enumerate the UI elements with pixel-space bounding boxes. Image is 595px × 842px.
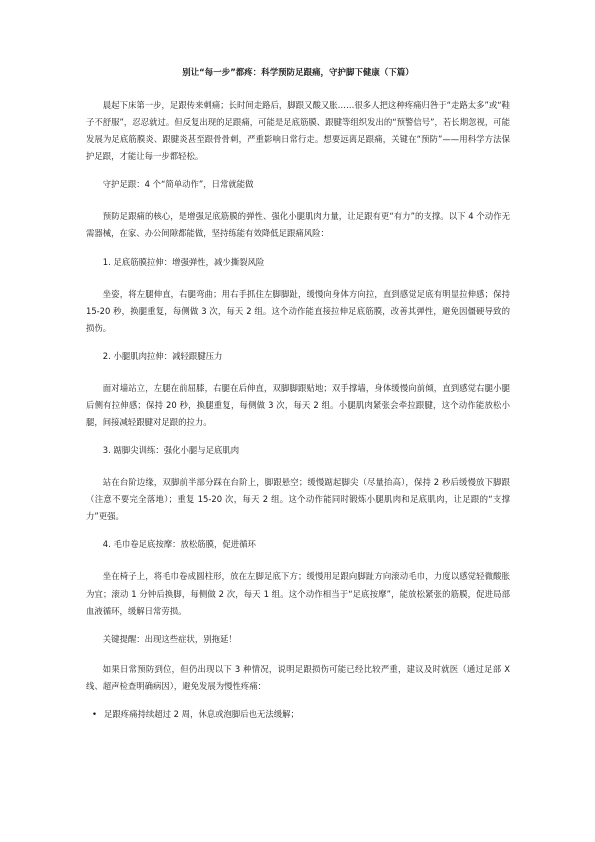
exercise-body-2: 面对墙站立，左腿在前屈膝，右腿在后伸直，双脚脚跟贴地；双手撑墙，身体缓慢向前倾，直到感觉右腿小腿后侧有拉伸感；保持 20 秒，换腿重复，每侧做 3 次，每天 2 组。小腿肌肉紧张会牵拉跟腱，这个动作能放松小腿，间接减轻跟腱对足跟的拉力。 [86,382,510,428]
exercise-heading-1: 1. 足底筋膜拉伸：增强弹性，减少撕裂风险 [102,256,265,267]
exercise-heading-2: 2. 小腿肌肉拉伸：减轻跟腱压力 [102,350,223,361]
list-item-text: 足跟疼痛持续超过 2 周，休息或泡脚后也无法缓解； [104,708,299,719]
exercise-body-4: 坐在椅子上，将毛巾卷成圆柱形，放在左脚足底下方；缓慢用足跟向脚趾方向滚动毛巾，力度以感觉轻微酸胀为宜；滚动 1 分钟后换脚，每侧做 2 次，每天 1 组。这个动作相当于“足底按摩”，能放松紧张的筋膜，促进局部血液循环，缓解日常劳损。 [86,571,510,616]
section-intro-paragraph: 预防足跟痛的核心，是增强足底筋膜的弹性、强化小腿肌肉力量，让足跟有更“有力”的支撑。以下 4 个动作无需器械，在家、办公间隙都能做，坚持练能有效降低足跟痛风险： [86,211,510,239]
reminder-heading: 关键提醒：出现这些症状，别拖延！ [102,633,237,644]
document-page [86,66,510,720]
exercise-body-3: 站在台阶边缘，双脚前半部分踩在台阶上，脚跟悬空；缓慢踮起脚尖（尽量抬高），保持 2 秒后缓慢放下脚跟（注意不要完全落地）；重复 15-20 次，每天 2 组。这个动作能同时锻炼小腿肌肉和足底肌肉，让足跟的“支撑力”更强。 [86,477,510,522]
section-heading: 守护足跟：4 个“简单动作”，日常就能做 [102,179,254,190]
exercise-heading-3: 3. 踮脚尖训练：强化小腿与足底肌肉 [102,445,240,456]
intro-paragraph: 晨起下床第一步，足跟传来刺痛；长时间走路后，脚跟又酸又胀……很多人把这种疼痛归咎于“走路太多”或“鞋子不舒服”，忍忍就过。但反复出现的足跟痛，可能是足底筋膜、跟腱等组织发出的“预警信号”，若长期忽视，可能发展为足底筋膜炎、跟腱炎甚至跟骨骨刺，严重影响日常行走。想要远离足跟痛，关键在“预防”——用科学方法保护足跟，才能让每一步都轻松。 [86,100,510,162]
document-title: 别让“每一步”都疼：科学预防足跟痛，守护脚下健康（下篇） [182,67,414,77]
reminder-paragraph: 如果日常预防到位，但仍出现以下 3 种情况，说明足跟损伤可能已经比较严重，建议及时就医（通过足部 X 线、超声检查明确病因），避免发展为慢性疼痛： [86,663,510,691]
list-item [86,708,510,720]
exercise-body-1: 坐姿，将左腿伸直，右腿弯曲；用右手抓住左脚脚趾，缓慢向身体方向拉，直到感觉足底有明显拉伸感；保持 15-20 秒，换腿重复，每侧做 3 次，每天 2 组。这个动作能直接拉伸足底筋膜，改善其弹性，避免因僵硬导致的损伤。 [86,288,510,333]
bullet-icon: • [92,708,97,719]
exercise-heading-4: 4. 毛巾卷足底按摩：放松筋膜，促进循环 [102,539,256,550]
